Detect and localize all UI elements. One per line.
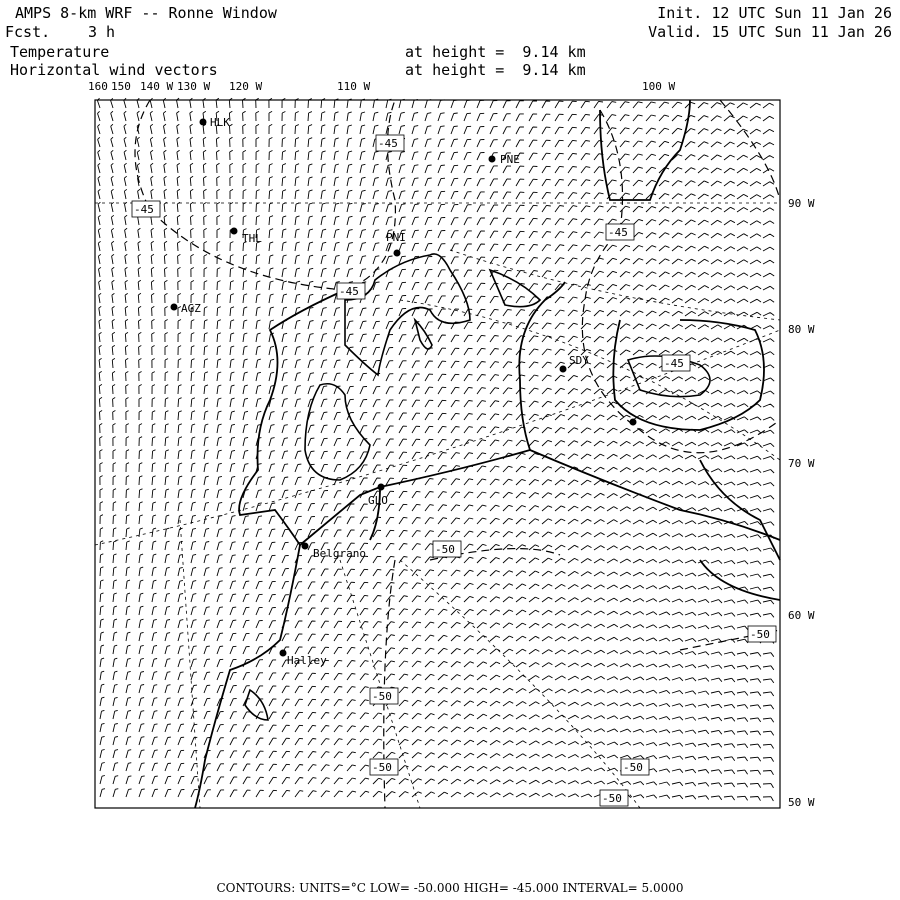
station-marker [630, 419, 637, 426]
map-title: AMPS 8-km WRF -- Ronne Window [15, 4, 277, 22]
station-marker [489, 156, 496, 163]
contour-label-text: -50 [623, 761, 643, 774]
contour-label-text: -50 [750, 628, 770, 641]
plot-frame [95, 100, 780, 808]
top-axis-label: 160 [88, 80, 108, 93]
contour-label-box [600, 790, 628, 806]
top-axis-label: 110 W [337, 80, 371, 93]
station-marker [231, 228, 238, 235]
contour-label-box [376, 135, 404, 151]
station-marker [560, 366, 567, 373]
init-time: Init. 12 UTC Sun 11 Jan 26 [657, 4, 892, 22]
right-axis-label: 80 W [788, 323, 815, 336]
contour-label-text: -50 [602, 792, 622, 805]
station-marker [200, 119, 207, 126]
contour-label-text: -50 [435, 543, 455, 556]
station-label: AGZ [181, 302, 201, 315]
station-marker [378, 484, 385, 491]
contour-label-box [606, 224, 634, 240]
contour-label-text: -45 [664, 357, 684, 370]
station-marker [280, 650, 287, 657]
station-labels [181, 116, 589, 667]
contour-label-box [337, 283, 365, 299]
contour-label-box [662, 355, 690, 371]
top-axis-label: 120 W [229, 80, 263, 93]
station-label: PNE [500, 153, 520, 166]
contour-label-text: -50 [372, 761, 392, 774]
station-marker [394, 250, 401, 257]
field-name-temperature: Temperature [10, 43, 110, 61]
contour-label-text: -45 [378, 137, 398, 150]
station-label: GLO [368, 494, 388, 507]
contour-label-text: -50 [372, 690, 392, 703]
contour-label-box [132, 201, 160, 217]
contour-label-text: -45 [608, 226, 628, 239]
right-axis-label: 50 W [788, 796, 815, 809]
right-axis-label: 90 W [788, 197, 815, 210]
top-axis-label: 150 [111, 80, 131, 93]
forecast-hours: 3 h [88, 23, 116, 41]
contour-label-box [748, 626, 776, 642]
contour-label-text: -45 [134, 203, 154, 216]
top-axis-label: 130 W [177, 80, 211, 93]
station-label: Halley [287, 654, 327, 667]
height-wind: at height = 9.14 km [405, 61, 586, 79]
station-markers [171, 119, 637, 657]
station-label: THL [242, 232, 262, 245]
right-axis-label: 70 W [788, 457, 815, 470]
right-axis-label: 60 W [788, 609, 815, 622]
station-label: HLK [210, 116, 230, 129]
station-label: PNI [386, 231, 406, 244]
contour-label-box [370, 688, 398, 704]
contour-label-box [433, 541, 461, 557]
contour-label-text: -45 [339, 285, 359, 298]
wind-barbs [97, 98, 774, 801]
top-axis-label: 100 W [642, 80, 676, 93]
forecast-label: Fcst. [5, 23, 51, 41]
top-axis-label: 140 W [140, 80, 174, 93]
ice-shelf-islands [245, 254, 710, 720]
contour-info-footer: CONTOURS: UNITS=°C LOW= -50.000 HIGH= -45.000 INTERVAL= 5.0000 [216, 881, 684, 895]
contour-label-box [621, 759, 649, 775]
valid-time: Valid. 15 UTC Sun 11 Jan 26 [648, 23, 892, 41]
station-label: SDY [569, 354, 589, 367]
contour-label-box [370, 759, 398, 775]
field-name-wind: Horizontal wind vectors [10, 61, 218, 79]
station-label: Belgrano [313, 547, 366, 560]
height-temperature: at height = 9.14 km [405, 43, 586, 61]
station-marker [171, 304, 178, 311]
wind-vector-field [97, 98, 774, 801]
station-marker [302, 543, 309, 550]
